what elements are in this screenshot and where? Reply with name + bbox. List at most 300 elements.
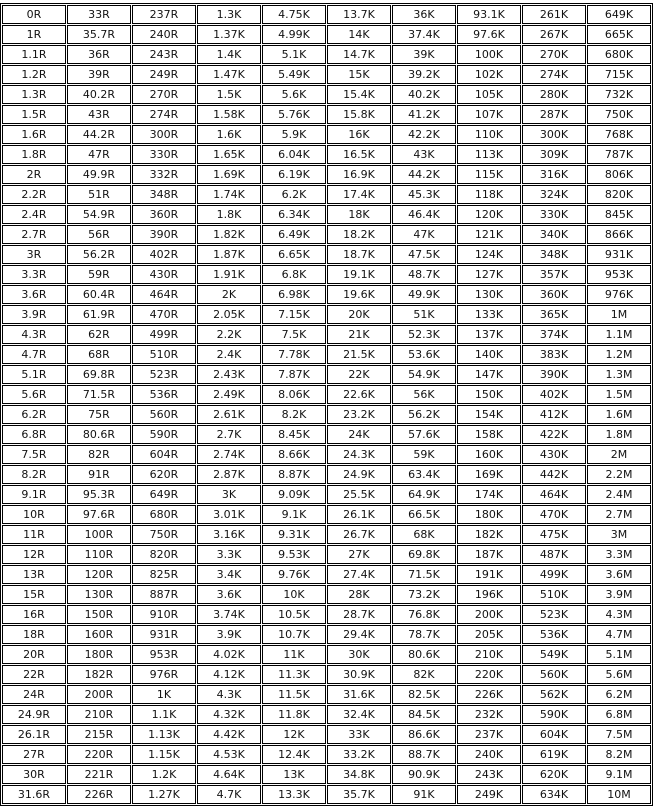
- table-cell: 680K: [587, 45, 651, 64]
- table-cell: 24R: [2, 685, 66, 704]
- table-cell: 71.5R: [67, 385, 131, 404]
- table-cell: 2.7M: [587, 505, 651, 524]
- table-cell: 604K: [522, 725, 586, 744]
- table-cell: 110R: [67, 545, 131, 564]
- table-cell: 41.2K: [392, 105, 456, 124]
- table-cell: 10M: [587, 785, 651, 804]
- table-cell: 1.4K: [197, 45, 261, 64]
- table-cell: 1.58K: [197, 105, 261, 124]
- table-row: [2, 685, 651, 704]
- table-row: [2, 665, 651, 684]
- table-cell: 90.9K: [392, 765, 456, 784]
- table-cell: 3.3M: [587, 545, 651, 564]
- table-row: [2, 625, 651, 644]
- table-row: [2, 785, 651, 804]
- table-cell: 226K: [457, 685, 521, 704]
- table-cell: 102K: [457, 65, 521, 84]
- table-cell: 8.45K: [262, 425, 326, 444]
- table-cell: 665K: [587, 25, 651, 44]
- table-row: [2, 365, 651, 384]
- table-cell: 845K: [587, 205, 651, 224]
- table-cell: 232K: [457, 705, 521, 724]
- table-cell: 23.2K: [327, 405, 391, 424]
- table-row: [2, 305, 651, 324]
- table-cell: 140K: [457, 345, 521, 364]
- table-cell: 30R: [2, 765, 66, 784]
- table-cell: 261K: [522, 5, 586, 24]
- table-cell: 10.5K: [262, 605, 326, 624]
- table-cell: 3K: [197, 485, 261, 504]
- table-cell: 2.4R: [2, 205, 66, 224]
- table-cell: 237R: [132, 5, 196, 24]
- table-cell: 21K: [327, 325, 391, 344]
- table-cell: 3.01K: [197, 505, 261, 524]
- table-cell: 604R: [132, 445, 196, 464]
- table-cell: 39.2K: [392, 65, 456, 84]
- table-cell: 6.04K: [262, 145, 326, 164]
- table-cell: 300R: [132, 125, 196, 144]
- table-cell: 300K: [522, 125, 586, 144]
- table-cell: 1.5K: [197, 85, 261, 104]
- table-row: [2, 545, 651, 564]
- table-cell: 6.49K: [262, 225, 326, 244]
- table-cell: 45.3K: [392, 185, 456, 204]
- table-cell: 174K: [457, 485, 521, 504]
- table-cell: 14K: [327, 25, 391, 44]
- table-cell: 18K: [327, 205, 391, 224]
- table-row: [2, 85, 651, 104]
- table-cell: 820R: [132, 545, 196, 564]
- table-cell: 10R: [2, 505, 66, 524]
- table-cell: 1.74K: [197, 185, 261, 204]
- table-cell: 1.8R: [2, 145, 66, 164]
- table-cell: 84.5K: [392, 705, 456, 724]
- table-cell: 7.78K: [262, 345, 326, 364]
- table-cell: 360K: [522, 285, 586, 304]
- table-cell: 59K: [392, 445, 456, 464]
- table-cell: 4.12K: [197, 665, 261, 684]
- table-cell: 9.76K: [262, 565, 326, 584]
- table-cell: 187K: [457, 545, 521, 564]
- table-cell: 105K: [457, 85, 521, 104]
- table-cell: 33.2K: [327, 745, 391, 764]
- table-cell: 120R: [67, 565, 131, 584]
- table-cell: 220K: [457, 665, 521, 684]
- table-cell: 374K: [522, 325, 586, 344]
- table-cell: 37.4K: [392, 25, 456, 44]
- table-cell: 115K: [457, 165, 521, 184]
- table-cell: 27.4K: [327, 565, 391, 584]
- table-row: [2, 465, 651, 484]
- table-row: [2, 265, 651, 284]
- table-cell: 26.7K: [327, 525, 391, 544]
- table-cell: 680R: [132, 505, 196, 524]
- table-cell: 249K: [457, 785, 521, 804]
- table-cell: 51K: [392, 305, 456, 324]
- table-cell: 6.2K: [262, 185, 326, 204]
- table-cell: 78.7K: [392, 625, 456, 644]
- table-cell: 2.05K: [197, 305, 261, 324]
- table-cell: 976K: [587, 285, 651, 304]
- table-row: [2, 505, 651, 524]
- table-cell: 5.1K: [262, 45, 326, 64]
- table-cell: 5.9K: [262, 125, 326, 144]
- table-cell: 825R: [132, 565, 196, 584]
- table-cell: 402R: [132, 245, 196, 264]
- table-cell: 6.34K: [262, 205, 326, 224]
- table-row: [2, 645, 651, 664]
- table-row: [2, 285, 651, 304]
- table-cell: 3M: [587, 525, 651, 544]
- table-cell: 5.6R: [2, 385, 66, 404]
- table-cell: 56R: [67, 225, 131, 244]
- table-cell: 8.2K: [262, 405, 326, 424]
- table-row: [2, 145, 651, 164]
- table-row: [2, 725, 651, 744]
- table-cell: 5.1R: [2, 365, 66, 384]
- table-cell: 240R: [132, 25, 196, 44]
- table-cell: 205K: [457, 625, 521, 644]
- table-cell: 24.3K: [327, 445, 391, 464]
- table-cell: 62R: [67, 325, 131, 344]
- table-cell: 22.6K: [327, 385, 391, 404]
- table-cell: 1.1M: [587, 325, 651, 344]
- table-cell: 31.6K: [327, 685, 391, 704]
- table-cell: 1R: [2, 25, 66, 44]
- table-cell: 1.2R: [2, 65, 66, 84]
- table-cell: 13R: [2, 565, 66, 584]
- table-row: [2, 445, 651, 464]
- table-cell: 464R: [132, 285, 196, 304]
- table-cell: 442K: [522, 465, 586, 484]
- table-cell: 200R: [67, 685, 131, 704]
- table-cell: 180R: [67, 645, 131, 664]
- table-cell: 8.2R: [2, 465, 66, 484]
- table-cell: 422K: [522, 425, 586, 444]
- table-cell: 9.09K: [262, 485, 326, 504]
- table-cell: 332R: [132, 165, 196, 184]
- table-cell: 280K: [522, 85, 586, 104]
- table-cell: 10.7K: [262, 625, 326, 644]
- table-cell: 330R: [132, 145, 196, 164]
- table-cell: 15R: [2, 585, 66, 604]
- table-cell: 15.4K: [327, 85, 391, 104]
- table-cell: 43R: [67, 105, 131, 124]
- table-cell: 1.5R: [2, 105, 66, 124]
- table-cell: 430K: [522, 445, 586, 464]
- table-cell: 226R: [67, 785, 131, 804]
- table-cell: 56.2R: [67, 245, 131, 264]
- table-cell: 97.6R: [67, 505, 131, 524]
- table-cell: 4.75K: [262, 5, 326, 24]
- table-cell: 1.27K: [132, 785, 196, 804]
- table-cell: 49.9K: [392, 285, 456, 304]
- table-cell: 7.5M: [587, 725, 651, 744]
- table-cell: 7.5K: [262, 325, 326, 344]
- table-cell: 54.9K: [392, 365, 456, 384]
- table-cell: 820K: [587, 185, 651, 204]
- table-cell: 64.9K: [392, 485, 456, 504]
- table-cell: 402K: [522, 385, 586, 404]
- table-cell: 1.1R: [2, 45, 66, 64]
- table-cell: 536R: [132, 385, 196, 404]
- table-cell: 10K: [262, 585, 326, 604]
- table-cell: 9.1R: [2, 485, 66, 504]
- table-cell: 69.8K: [392, 545, 456, 564]
- table-cell: 1.8K: [197, 205, 261, 224]
- table-cell: 470K: [522, 505, 586, 524]
- table-cell: 17.4K: [327, 185, 391, 204]
- table-cell: 2.49K: [197, 385, 261, 404]
- table-cell: 4.7K: [197, 785, 261, 804]
- table-cell: 357K: [522, 265, 586, 284]
- table-cell: 1.8M: [587, 425, 651, 444]
- table-row: [2, 405, 651, 424]
- table-cell: 22K: [327, 365, 391, 384]
- table-cell: 523K: [522, 605, 586, 624]
- table-cell: 464K: [522, 485, 586, 504]
- table-cell: 5.76K: [262, 105, 326, 124]
- table-cell: 12K: [262, 725, 326, 744]
- table-cell: 24K: [327, 425, 391, 444]
- table-cell: 35.7K: [327, 785, 391, 804]
- table-cell: 590R: [132, 425, 196, 444]
- table-cell: 2.4K: [197, 345, 261, 364]
- table-cell: 5.1M: [587, 645, 651, 664]
- table-cell: 6.2M: [587, 685, 651, 704]
- table-cell: 15.8K: [327, 105, 391, 124]
- table-cell: 6.98K: [262, 285, 326, 304]
- table-cell: 88.7K: [392, 745, 456, 764]
- table-cell: 4.7M: [587, 625, 651, 644]
- table-cell: 8.87K: [262, 465, 326, 484]
- table-row: [2, 565, 651, 584]
- table-row: [2, 125, 651, 144]
- table-cell: 182K: [457, 525, 521, 544]
- table-row: [2, 585, 651, 604]
- table-cell: 75R: [67, 405, 131, 424]
- table-cell: 40.2R: [67, 85, 131, 104]
- table-cell: 43K: [392, 145, 456, 164]
- table-row: [2, 325, 651, 344]
- table-cell: 8.2M: [587, 745, 651, 764]
- table-cell: 5.49K: [262, 65, 326, 84]
- table-cell: 4.64K: [197, 765, 261, 784]
- table-cell: 9.1K: [262, 505, 326, 524]
- table-cell: 97.6K: [457, 25, 521, 44]
- table-cell: 18.7K: [327, 245, 391, 264]
- table-cell: 82R: [67, 445, 131, 464]
- table-cell: 47.5K: [392, 245, 456, 264]
- table-cell: 2.43K: [197, 365, 261, 384]
- table-cell: 33K: [327, 725, 391, 744]
- table-cell: 11.5K: [262, 685, 326, 704]
- table-cell: 1.1K: [132, 705, 196, 724]
- table-cell: 3.16K: [197, 525, 261, 544]
- table-cell: 80.6R: [67, 425, 131, 444]
- table-cell: 3.3K: [197, 545, 261, 564]
- table-cell: 11.8K: [262, 705, 326, 724]
- table-cell: 866K: [587, 225, 651, 244]
- table-cell: 11.3K: [262, 665, 326, 684]
- table-cell: 31.6R: [2, 785, 66, 804]
- table-cell: 243K: [457, 765, 521, 784]
- table-cell: 160R: [67, 625, 131, 644]
- table-cell: 4.7R: [2, 345, 66, 364]
- table-row: [2, 185, 651, 204]
- table-cell: 11K: [262, 645, 326, 664]
- table-cell: 3.9M: [587, 585, 651, 604]
- table-cell: 12.4K: [262, 745, 326, 764]
- table-cell: 976R: [132, 665, 196, 684]
- table-cell: 210R: [67, 705, 131, 724]
- table-cell: 46.4K: [392, 205, 456, 224]
- table-cell: 220R: [67, 745, 131, 764]
- table-row: [2, 605, 651, 624]
- table-cell: 26.1K: [327, 505, 391, 524]
- table-cell: 169K: [457, 465, 521, 484]
- table-cell: 100K: [457, 45, 521, 64]
- table-cell: 91R: [67, 465, 131, 484]
- table-cell: 270R: [132, 85, 196, 104]
- table-cell: 180K: [457, 505, 521, 524]
- table-cell: 649R: [132, 485, 196, 504]
- table-cell: 16K: [327, 125, 391, 144]
- table-cell: 931K: [587, 245, 651, 264]
- table-cell: 523R: [132, 365, 196, 384]
- table-cell: 16.9K: [327, 165, 391, 184]
- table-row: [2, 745, 651, 764]
- table-cell: 475K: [522, 525, 586, 544]
- table-cell: 56K: [392, 385, 456, 404]
- table-cell: 1.3R: [2, 85, 66, 104]
- table-cell: 130R: [67, 585, 131, 604]
- table-cell: 309K: [522, 145, 586, 164]
- table-cell: 1.3K: [197, 5, 261, 24]
- table-cell: 5.6K: [262, 85, 326, 104]
- table-cell: 24.9R: [2, 705, 66, 724]
- table-cell: 16.5K: [327, 145, 391, 164]
- table-cell: 7.15K: [262, 305, 326, 324]
- table-cell: 510R: [132, 345, 196, 364]
- table-cell: 20K: [327, 305, 391, 324]
- table-cell: 76.8K: [392, 605, 456, 624]
- table-cell: 61.9R: [67, 305, 131, 324]
- table-cell: 47K: [392, 225, 456, 244]
- table-cell: 33R: [67, 5, 131, 24]
- table-cell: 51R: [67, 185, 131, 204]
- table-cell: 3.6R: [2, 285, 66, 304]
- table-cell: 29.4K: [327, 625, 391, 644]
- table-cell: 11R: [2, 525, 66, 544]
- table-cell: 562K: [522, 685, 586, 704]
- table-cell: 5.6M: [587, 665, 651, 684]
- table-cell: 13K: [262, 765, 326, 784]
- table-row: [2, 425, 651, 444]
- table-row: [2, 385, 651, 404]
- resistor-values-body: [2, 5, 651, 804]
- table-cell: 191K: [457, 565, 521, 584]
- table-cell: 137K: [457, 325, 521, 344]
- table-cell: 154K: [457, 405, 521, 424]
- table-cell: 240K: [457, 745, 521, 764]
- table-cell: 8.06K: [262, 385, 326, 404]
- table-cell: 2.87K: [197, 465, 261, 484]
- table-cell: 20R: [2, 645, 66, 664]
- table-cell: 1.82K: [197, 225, 261, 244]
- table-cell: 910R: [132, 605, 196, 624]
- table-cell: 158K: [457, 425, 521, 444]
- table-cell: 28K: [327, 585, 391, 604]
- table-cell: 360R: [132, 205, 196, 224]
- table-cell: 6.2R: [2, 405, 66, 424]
- table-cell: 3.9K: [197, 625, 261, 644]
- table-cell: 4.42K: [197, 725, 261, 744]
- table-cell: 237K: [457, 725, 521, 744]
- table-cell: 27R: [2, 745, 66, 764]
- table-cell: 82.5K: [392, 685, 456, 704]
- table-cell: 390R: [132, 225, 196, 244]
- table-cell: 2.74K: [197, 445, 261, 464]
- table-cell: 620R: [132, 465, 196, 484]
- table-cell: 95.3R: [67, 485, 131, 504]
- table-cell: 19.1K: [327, 265, 391, 284]
- table-cell: 619K: [522, 745, 586, 764]
- table-cell: 4.53K: [197, 745, 261, 764]
- table-cell: 1.6R: [2, 125, 66, 144]
- table-cell: 316K: [522, 165, 586, 184]
- table-cell: 4.02K: [197, 645, 261, 664]
- table-cell: 715K: [587, 65, 651, 84]
- table-row: [2, 45, 651, 64]
- table-cell: 1.6K: [197, 125, 261, 144]
- table-cell: 221R: [67, 765, 131, 784]
- table-cell: 1.5M: [587, 385, 651, 404]
- table-cell: 499K: [522, 565, 586, 584]
- table-cell: 28.7K: [327, 605, 391, 624]
- table-cell: 18R: [2, 625, 66, 644]
- table-cell: 44.2K: [392, 165, 456, 184]
- table-cell: 107K: [457, 105, 521, 124]
- table-cell: 931R: [132, 625, 196, 644]
- table-cell: 24.9K: [327, 465, 391, 484]
- table-cell: 274K: [522, 65, 586, 84]
- table-cell: 324K: [522, 185, 586, 204]
- table-cell: 93.1K: [457, 5, 521, 24]
- table-cell: 133K: [457, 305, 521, 324]
- table-cell: 634K: [522, 785, 586, 804]
- table-cell: 215R: [67, 725, 131, 744]
- table-cell: 49.9R: [67, 165, 131, 184]
- table-cell: 130K: [457, 285, 521, 304]
- table-cell: 2.7R: [2, 225, 66, 244]
- table-row: [2, 345, 651, 364]
- table-cell: 4.3M: [587, 605, 651, 624]
- table-cell: 6.8M: [587, 705, 651, 724]
- table-cell: 267K: [522, 25, 586, 44]
- table-row: [2, 705, 651, 724]
- table-cell: 4.3K: [197, 685, 261, 704]
- table-cell: 160K: [457, 445, 521, 464]
- table-cell: 59R: [67, 265, 131, 284]
- table-row: [2, 205, 651, 224]
- table-cell: 9.31K: [262, 525, 326, 544]
- table-cell: 536K: [522, 625, 586, 644]
- table-cell: 63.4K: [392, 465, 456, 484]
- table-cell: 35.7R: [67, 25, 131, 44]
- table-cell: 22R: [2, 665, 66, 684]
- table-cell: 68R: [67, 345, 131, 364]
